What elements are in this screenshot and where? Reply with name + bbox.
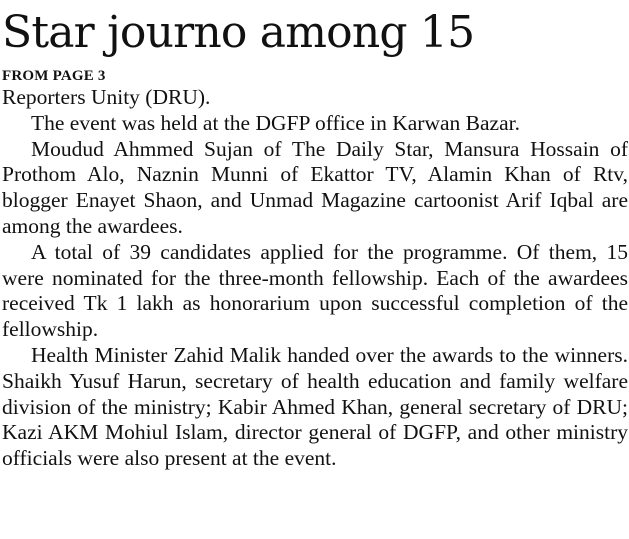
article-paragraph: Health Minister Zahid Malik handed over the awards to the winners. Shaikh Yusuf Harun, secretary of health education and family welfare division of the ministry; Kabir Ahmed Khan, general secretary of DRU; Kazi AKM Mohiul Islam, director general of DGFP, and other ministry officials were also present at the event.: [2, 342, 628, 471]
jump-line: FROM PAGE 3: [2, 68, 106, 84]
article-paragraph: Moudud Ahmmed Sujan of The Daily Star, Mansura Hossain of Prothom Alo, Naznin Munni of Ekattor TV, Alamin Khan of Rtv, blogger Enayet Shaon, and Unmad Magazine cartoonist Arif Iqbal are among the awardees.: [2, 136, 628, 238]
news-article: [2, 0, 628, 472]
article-paragraph: A total of 39 candidates applied for the programme. Of them, 15 were nominated for the three-month fellowship. Each of the awardees received Tk 1 lakh as honorarium upon successful completion of the fellowship.: [2, 239, 628, 342]
headline: Star journo among 15: [2, 7, 475, 58]
article-paragraph: The event was held at the DGFP office in Karwan Bazar.: [31, 110, 520, 135]
article-paragraph: Reporters Unity (DRU).: [2, 85, 211, 109]
article-body: [2, 85, 628, 472]
